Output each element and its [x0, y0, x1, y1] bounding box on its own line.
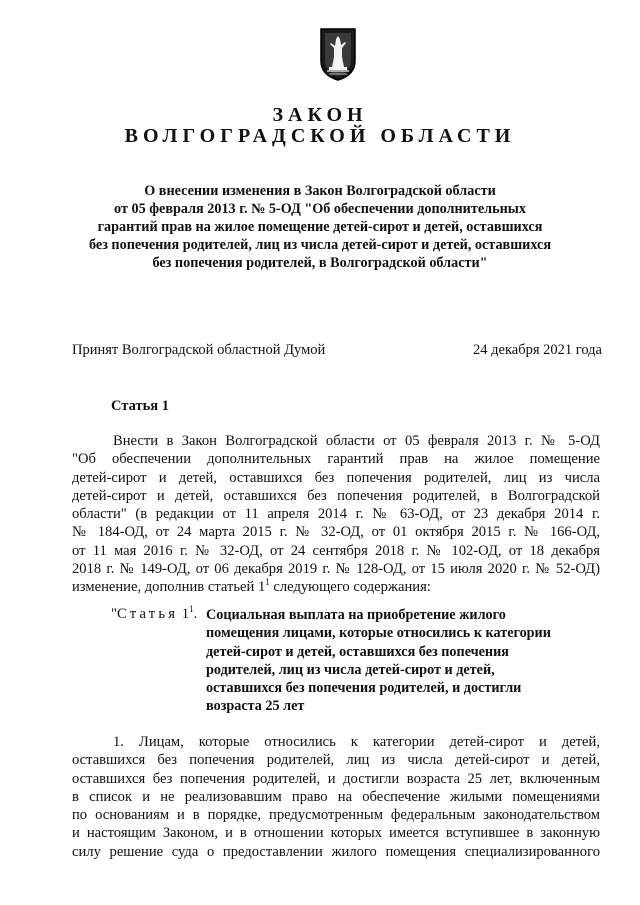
text-line: детей-сирот и детей, оставшихся без попечения родителей, лиц из числа	[72, 469, 600, 486]
adoption-date: 24 декабря 2021 года	[473, 342, 602, 358]
article-1-text	[72, 432, 600, 597]
text-line: области" (в редакции от 11 апреля 2014 г. № 63-ОД, от 23 декабря 2014 г.	[72, 506, 600, 523]
subject-line: О внесении изменения в Закон Волгоградской области	[144, 183, 496, 199]
text-line: и настоящим Законом, и в отношении которых имеется вступившее в законную	[72, 825, 600, 842]
text-line: 2018 г. № 149-ОД, от 06 декабря 2019 г. № 128-ОД, от 15 июля 2020 г. № 52-ОД)	[72, 561, 600, 578]
point-1-text	[72, 733, 600, 861]
subject-line: гарантий прав на жилое помещение детей-сирот и детей, оставшихся	[97, 219, 543, 235]
region-title: ВОЛГОГРАДСКОЙ ОБЛАСТИ	[124, 125, 516, 147]
new-article-label: "Статья $1^1$.	[111, 604, 198, 622]
text-line: силу решение суда о предоставлении жилого помещения специализированного	[72, 843, 600, 860]
title-line: помещения лицами, которые относились к категории	[206, 625, 551, 642]
title-line: Социальная выплата на приобретение жилого	[206, 607, 506, 623]
superscript: 1	[265, 578, 270, 588]
text-line: Внести в Закон Волгоградской области от 05 февраля 2013 г. № 5-ОД	[113, 433, 600, 449]
title-line: оставшихся без попечения родителей, и достигли	[206, 680, 522, 697]
title-line: родителей, лиц из числа детей-сирот и детей,	[206, 661, 495, 678]
text-line: детей-сирот и детей, оставшихся без попечения родителей, в Волгоградской	[72, 487, 600, 504]
title-line: детей-сирот и детей, оставшихся без попечения	[206, 643, 509, 660]
superscript: 1	[189, 604, 194, 614]
text-line: № 184-ОД, от 24 марта 2015 г. № 32-ОД, от 01 октября 2015 г. № 166-ОД,	[72, 524, 600, 541]
text-line: 1. Лицам, которые относились к категории детей-сирот и детей,	[113, 734, 600, 750]
document-type-title: ЗАКОН	[272, 104, 368, 126]
coat-of-arms-emblem	[319, 27, 357, 81]
text-line: от 11 мая 2016 г. № 32-ОД, от 24 сентября 2018 г. № 102-ОД, от 18 декабря	[72, 542, 600, 559]
law-subject	[60, 182, 580, 272]
text-line: оставшихся без попечения родителей, и достигли возраста 25 лет, включенным	[72, 770, 600, 787]
subject-line: без попечения родителей, лиц из числа детей-сирот и детей, оставшихся	[88, 237, 552, 253]
text-line: оставшихся без попечения родителей, лиц из числа детей-сирот и детей,	[72, 752, 600, 769]
article-heading: Статья 1	[111, 398, 169, 414]
subject-line: без попечения родителей, в Волгоградской области"	[152, 255, 488, 271]
adopted-by: Принят Волгоградской областной Думой	[72, 342, 326, 358]
text-line: в список и не реализовавшим право на обеспечение жилыми помещениями	[72, 788, 600, 805]
title-line: возраста 25 лет	[206, 698, 305, 715]
text-line: "Об обеспечении дополнительных гарантий прав на жилое помещение	[72, 451, 600, 468]
subject-line: от 05 февраля 2013 г. № 5-ОД "Об обеспечении дополнительных	[114, 201, 526, 217]
text-line: изменение, дополнив статьей $1^1$ следующего содержания:	[72, 578, 431, 596]
new-article-title	[206, 606, 606, 716]
text-line: по основаниям и в порядке, предусмотренным федеральным законодательством	[72, 807, 600, 824]
